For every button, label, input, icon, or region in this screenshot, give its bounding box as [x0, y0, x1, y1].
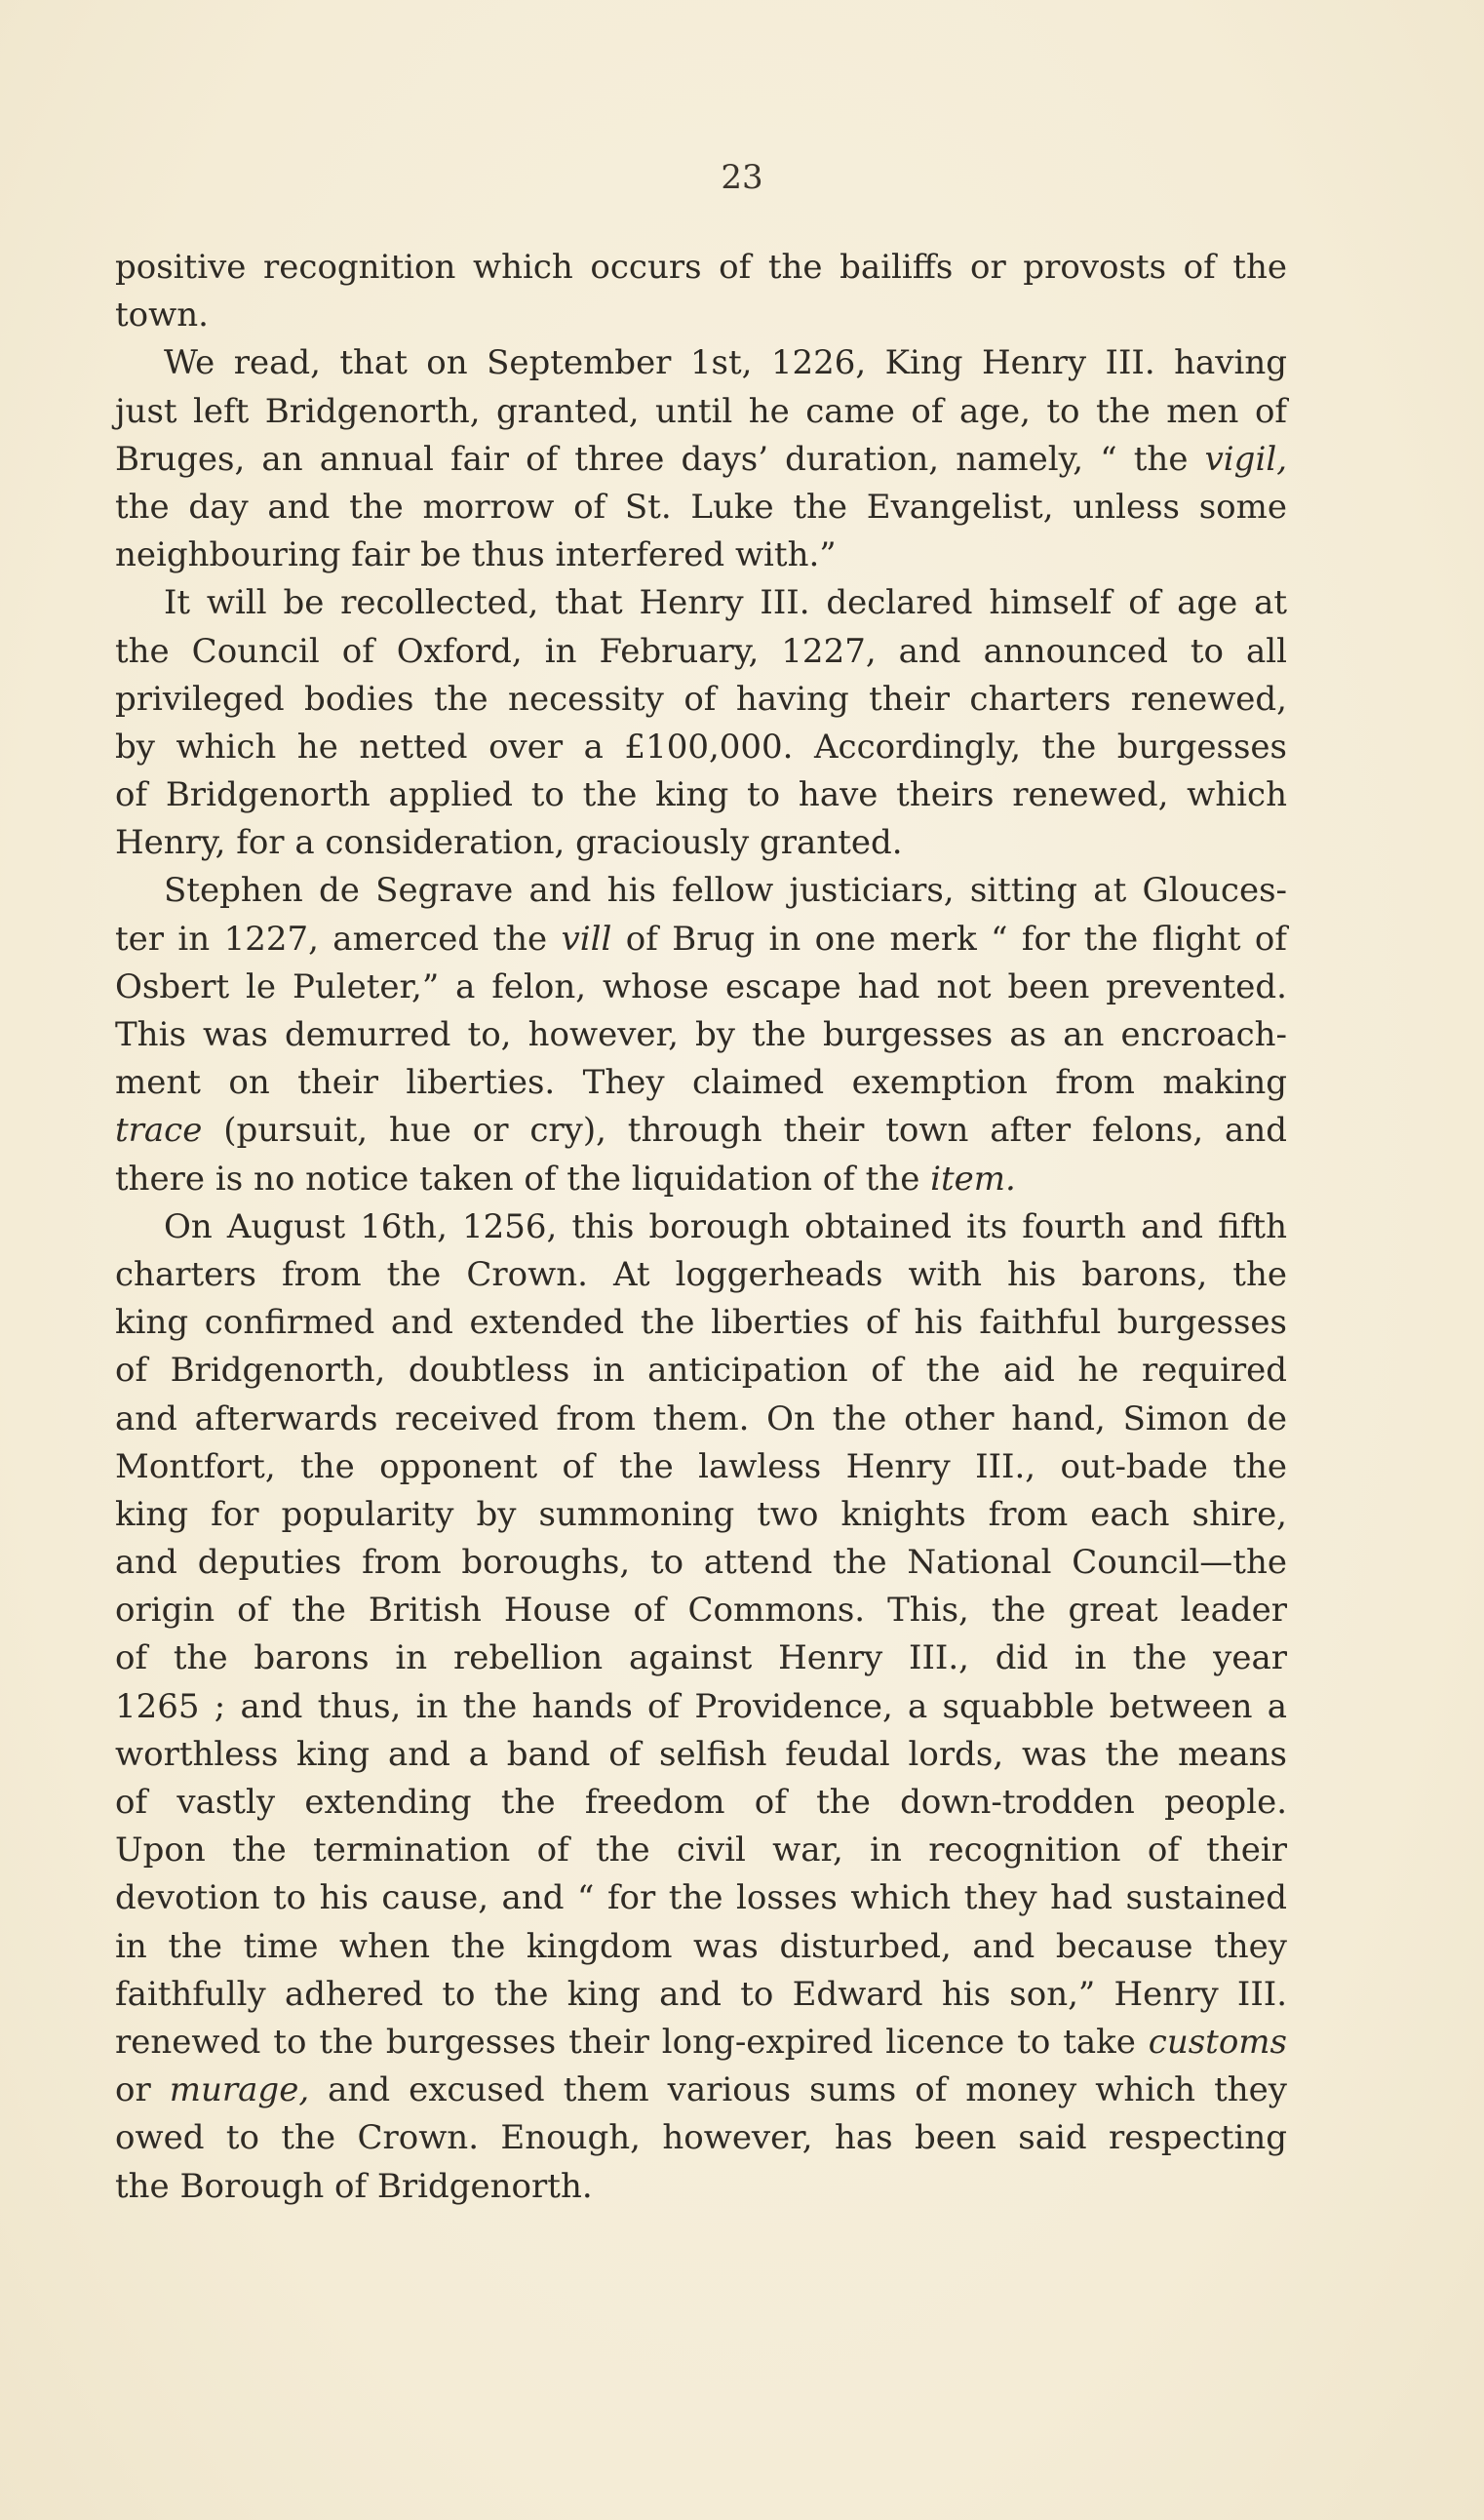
text-segment: neighbouring fair be thus interfered with.” — [115, 535, 837, 575]
text-segment: We read, that on September 1st, 1226, King Henry III. having — [164, 343, 1287, 383]
text-segment: there is no notice taken of the liquidation of the — [115, 1159, 931, 1199]
text-line — [115, 1634, 1287, 1682]
text-line — [115, 532, 1287, 579]
body-text — [115, 244, 1287, 2211]
text-line — [115, 2114, 1287, 2162]
text-line — [115, 1203, 1287, 1251]
text-segment: worthless king and a band of selfish feudal lords, was the means — [115, 1734, 1287, 1774]
text-segment: It will be recollected, that Henry III. declared himself of age at — [164, 583, 1287, 623]
text-segment: Upon the termination of the civil war, in recognition of their — [115, 1831, 1287, 1870]
text-line — [115, 1491, 1287, 1539]
text-segment: king for popularity by summoning two knights from each shire, — [115, 1494, 1287, 1534]
page-number: 23 — [721, 158, 763, 197]
text-segment: by which he netted over a £100,000. Accordingly, the burgesses — [115, 727, 1287, 767]
text-line — [115, 484, 1287, 532]
text-line — [115, 964, 1287, 1011]
text-line — [115, 339, 1287, 387]
text-segment: of Bridgenorth applied to the king to have theirs renewed, which — [115, 775, 1287, 815]
text-line — [115, 292, 1287, 339]
text-segment: owed to the Crown. Enough, however, has been said respecting — [115, 2118, 1287, 2158]
text-segment: 1265 ; and thus, in the hands of Providence, a squabble between a — [115, 1686, 1287, 1726]
text-line — [115, 2163, 1287, 2211]
text-line — [115, 436, 1287, 484]
text-segment: Osbert le Puleter,” a felon, whose escape had not been prevented. — [115, 966, 1287, 1006]
text-segment: On August 16th, 1256, this borough obtained its fourth and fifth — [164, 1206, 1287, 1246]
text-segment: faithfully adhered to the king and to Edward his son,” Henry III. — [115, 1974, 1287, 2014]
text-line — [115, 1347, 1287, 1395]
text-line — [115, 1731, 1287, 1779]
text-segment: of Bridgenorth, doubtless in anticipation of the aid he required — [115, 1351, 1287, 1391]
text-segment: renewed to the burgesses their long-expired licence to take — [115, 2022, 1149, 2062]
text-segment: ter in 1227, amerced the — [115, 919, 562, 959]
text-line — [115, 1443, 1287, 1491]
text-line — [115, 819, 1287, 867]
text-line — [115, 388, 1287, 436]
italic-text: trace — [115, 1111, 203, 1151]
text-segment: of Brug in one merk “ for the flight of — [611, 919, 1287, 959]
text-line — [115, 867, 1287, 915]
text-segment: charters from the Crown. At loggerheads with his barons, the — [115, 1254, 1287, 1294]
text-line — [115, 1156, 1287, 1203]
italic-text: item. — [930, 1159, 1016, 1199]
text-segment: Henry, for a consideration, graciously granted. — [115, 823, 903, 863]
text-line — [115, 2019, 1287, 2067]
text-segment: Bruges, an annual fair of three days’ duration, namely, “ the — [115, 439, 1205, 479]
text-line — [115, 1396, 1287, 1443]
text-line — [115, 1923, 1287, 1971]
text-line — [115, 916, 1287, 964]
text-segment: (pursuit, hue or cry), through their town after felons, and — [202, 1111, 1287, 1151]
italic-text: vill — [561, 919, 612, 959]
text-segment: and deputies from boroughs, to attend the National Council—the — [115, 1543, 1287, 1583]
text-segment: and afterwards received from them. On the other hand, Simon de — [115, 1398, 1287, 1438]
text-segment: privileged bodies the necessity of having their charters renewed, — [115, 679, 1287, 719]
text-line — [115, 724, 1287, 771]
text-line — [115, 628, 1287, 676]
text-line — [115, 1827, 1287, 1874]
text-line — [115, 1059, 1287, 1107]
text-segment: the Council of Oxford, in February, 1227, and announced to all — [115, 631, 1287, 671]
text-segment: ment on their liberties. They claimed exemption from making — [115, 1063, 1287, 1103]
text-line — [115, 1107, 1287, 1155]
italic-text: murage, — [169, 2070, 310, 2110]
text-line — [115, 1779, 1287, 1827]
text-line — [115, 579, 1287, 627]
text-segment: or — [115, 2070, 170, 2110]
text-segment: This was demurred to, however, by the burgesses as an encroach- — [115, 1015, 1287, 1054]
text-line — [115, 244, 1287, 292]
text-line — [115, 1874, 1287, 1922]
text-segment: the day and the morrow of St. Luke the Evangelist, unless some — [115, 487, 1287, 527]
text-segment: king confirmed and extended the liberties of his faithful burgesses — [115, 1303, 1287, 1343]
text-line — [115, 1539, 1287, 1587]
text-segment: of the barons in rebellion against Henry III., did in the year — [115, 1638, 1287, 1678]
text-segment: just left Bridgenorth, granted, until he came of age, to the men of — [115, 391, 1287, 431]
text-segment: town. — [115, 295, 209, 335]
text-segment: Montfort, the opponent of the lawless Henry III., out-bade the — [115, 1446, 1287, 1486]
text-segment: devotion to his cause, and “ for the losses which they had sustained — [115, 1878, 1287, 1918]
text-line — [115, 771, 1287, 819]
text-line — [115, 1587, 1287, 1634]
text-segment: the Borough of Bridgenorth. — [115, 2166, 593, 2206]
text-segment: of vastly extending the freedom of the down-trodden people. — [115, 1783, 1287, 1822]
italic-text: customs — [1148, 2022, 1287, 2062]
text-line — [115, 1299, 1287, 1347]
text-line — [115, 1971, 1287, 2019]
text-line — [115, 1251, 1287, 1299]
text-segment: origin of the British House of Commons. This, the great leader — [115, 1591, 1287, 1631]
text-segment: Stephen de Segrave and his fellow justiciars, sitting at Glouces- — [164, 871, 1287, 911]
text-line — [115, 1683, 1287, 1731]
text-segment: positive recognition which occurs of the bailiffs or provosts of the — [115, 248, 1287, 287]
text-line — [115, 1011, 1287, 1059]
italic-text: vigil, — [1204, 439, 1287, 479]
text-line — [115, 2067, 1287, 2114]
text-line — [115, 676, 1287, 724]
text-segment: in the time when the kingdom was disturbed, and because they — [115, 1926, 1287, 1966]
text-segment: and excused them various sums of money which they — [309, 2070, 1288, 2110]
